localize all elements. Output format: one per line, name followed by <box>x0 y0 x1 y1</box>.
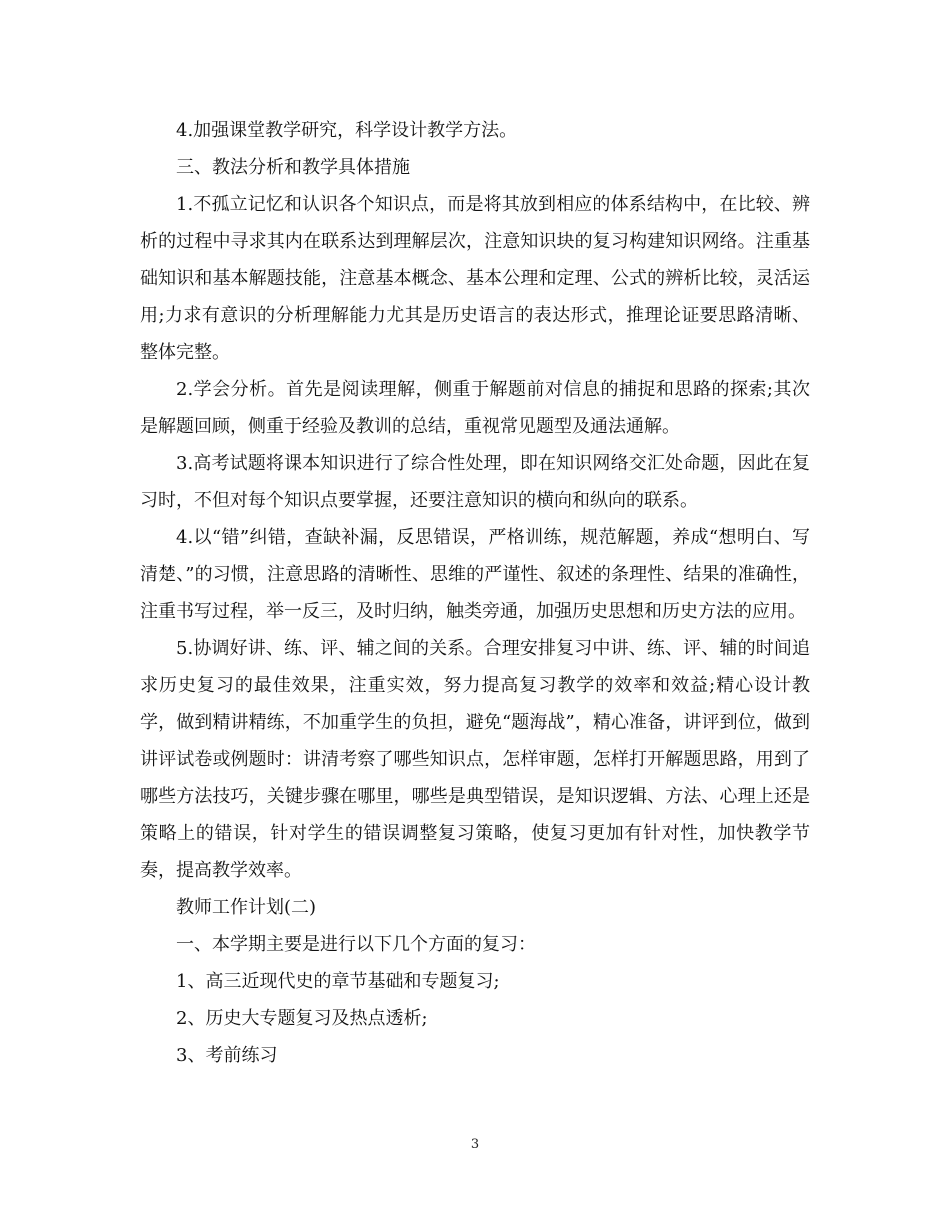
plan-title-2: 教师工作计划(二) <box>176 897 317 918</box>
paragraph-measure-4: 4.以“错”纠错，查缺补漏，反思错误，严格训练，规范解题，养成“想明白、写清楚、”的习惯，注意思路的清晰性、思维的严谨性、叙述的条理性、结果的准确性，注重书写过程，举一反三，及时归纳，触类旁通，加强历史思想和历史方法的应用。 <box>140 527 810 622</box>
paragraph-measure-2: 2.学会分析。首先是阅读理解，侧重于解题前对信息的捕捉和思路的探索;其次是解题回顾，侧重于经验及教训的总结，重视常见题型及通法通解。 <box>140 379 810 437</box>
section-heading-3: 三、教法分析和教学具体措施 <box>176 157 410 178</box>
paragraph-measure-3: 3.高考试题将课本知识进行了综合性处理，即在知识网络交汇处命题，因此在复习时，不但对每个知识点要掌握，还要注意知识的横向和纵向的联系。 <box>140 453 810 511</box>
document-body <box>140 112 810 1074</box>
paragraph-measure-5: 5.协调好讲、练、评、辅之间的关系。合理安排复习中讲、练、评、辅的时间追求历史复习的最佳效果，注重实效，努力提高复习教学的效率和效益;精心设计教学，做到精讲精练，不加重学生的负担，避免“题海战”，精心准备，讲评到位，做到讲评试卷或例题时：讲清考察了哪些知识点，怎样审题，怎样打开解题思路，用到了哪些方法技巧，关键步骤在哪里，哪些是典型错误，是知识逻辑、方法、心理上还是策略上的错误，针对学生的错误调整复习策略，使复习更加有针对性，加快教学节奏，提高教学效率。 <box>140 638 810 881</box>
list-item-1: 1、高三近现代史的章节基础和专题复习; <box>176 971 500 992</box>
page-number: 3 <box>470 1137 480 1152</box>
list-item-3: 3、考前练习 <box>176 1045 278 1066</box>
section-heading-1: 一、本学期主要是进行以下几个方面的复习： <box>176 934 536 955</box>
paragraph-1: 4.加强课堂教学研究，科学设计教学方法。 <box>176 120 518 141</box>
paragraph-measure-1: 1.不孤立记忆和认识各个知识点，而是将其放到相应的体系结构中，在比较、辨析的过程中寻求其内在联系达到理解层次，注意知识块的复习构建知识网络。注重基础知识和基本解题技能，注意基本概念、基本公理和定理、公式的辨析比较，灵活运用;力求有意识的分析理解能力尤其是历史语言的表达形式，推理论证要思路清晰、整体完整。 <box>140 194 810 363</box>
list-item-2: 2、历史大专题复习及热点透析; <box>176 1008 428 1029</box>
